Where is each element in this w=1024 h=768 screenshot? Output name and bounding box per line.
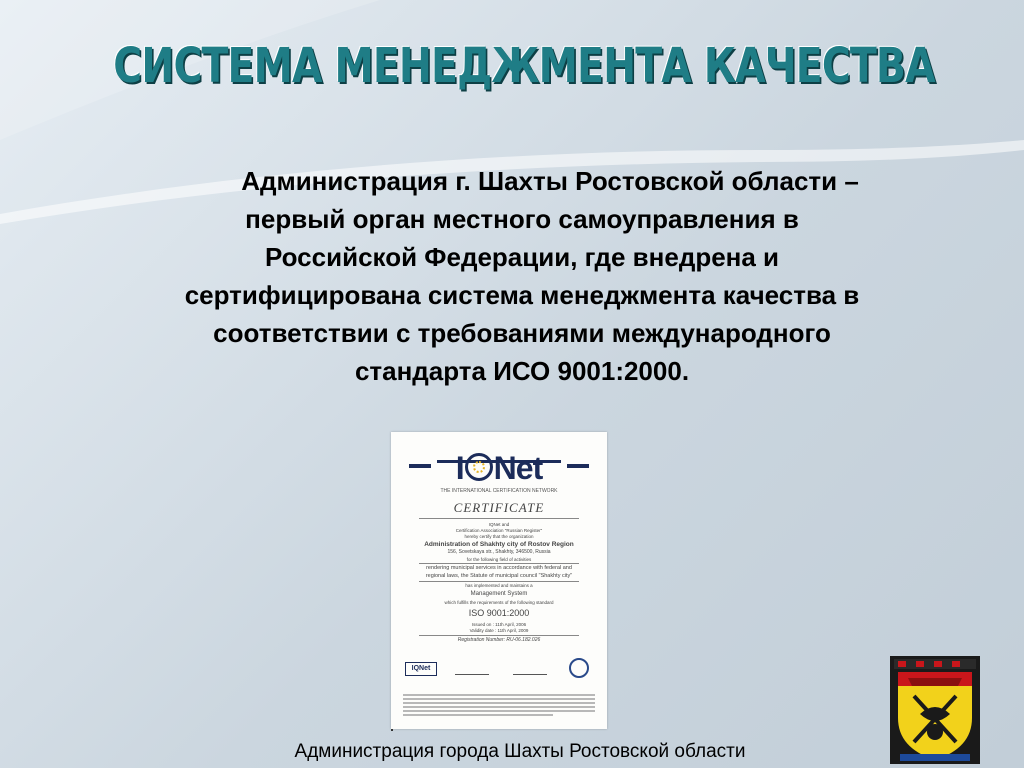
fine-print: [403, 710, 595, 712]
body-line: сертифицирована система менеджмента качества в: [184, 280, 860, 310]
signature-block: [405, 656, 593, 692]
logo-word-net: Net: [493, 450, 543, 486]
body-line: стандарта ИСО 9001:2000.: [354, 356, 690, 386]
cert-system: Management System: [470, 591, 528, 597]
certificate-heading: CERTIFICATE: [453, 500, 545, 515]
cert-registration: Registration Number: RU-06.182.026: [457, 637, 541, 643]
heading-rule: [419, 518, 579, 519]
fine-print: [403, 698, 595, 700]
cert-org-name: Administration of Shakhty city of Rostov Region: [424, 541, 574, 548]
iqnet-mini-logo: IQNet: [405, 662, 437, 676]
cert-standard: ISO 9001:2000: [468, 608, 530, 618]
iso-certificate-image: [391, 432, 607, 729]
fine-print: [403, 706, 595, 708]
image-corner-mark: [391, 729, 393, 731]
logo-dash-left: [409, 464, 431, 468]
fine-print: [403, 694, 595, 696]
cert-line: for the following field of activities: [466, 557, 532, 562]
logo-dash-right: [567, 464, 589, 468]
cert-scope: regional laws, the Statute of municipal council "Shakhty city": [425, 573, 573, 579]
body-line: первый орган местного самоуправления в: [245, 204, 799, 234]
cert-issued: Issued on : 11th April, 2006: [471, 622, 527, 627]
russian-register-seal-icon: [569, 658, 589, 678]
cert-line: Certification Association "Russian Register": [455, 528, 543, 533]
slide-title: СИСТЕМА МЕНЕДЖМЕНТА КАЧЕСТВА: [113, 38, 935, 94]
cert-scope: rendering municipal services in accordance with federal and: [426, 565, 572, 571]
regno-rule: [419, 635, 579, 636]
fine-print: [403, 714, 553, 716]
scope-rule: [419, 581, 579, 582]
signature-director: [513, 660, 547, 675]
shakhty-coat-of-arms-icon: [890, 656, 980, 764]
body-line: соответствии с требованиями международного: [213, 318, 831, 348]
body-paragraph: [108, 162, 936, 390]
eu-stars-icon: [465, 453, 493, 481]
cert-line: IQNet and: [488, 522, 510, 527]
body-line: Администрация г. Шахты Ростовской области –: [241, 166, 859, 196]
cert-validity: Validity date : 11th April, 2009: [469, 628, 529, 633]
logo-letter-i: I: [455, 450, 464, 486]
cert-line: has implemented and maintains a: [465, 583, 533, 588]
cert-line: hereby certify that the organization: [464, 534, 534, 539]
network-tagline: THE INTERNATIONAL CERTIFICATION NETWORK: [440, 488, 558, 494]
iqnet-logo-text: [437, 450, 561, 487]
cert-line: 156, Sovetskaya str., Shakhty, 346500, Russia: [447, 549, 551, 555]
body-line: Российской Федерации, где внедрена и: [264, 242, 780, 272]
scope-rule: [419, 563, 579, 564]
fine-print: [403, 702, 595, 704]
footer-caption: Администрация города Шахты Ростовской области: [294, 741, 746, 762]
signature-president: [455, 660, 489, 675]
iqnet-logo: [391, 450, 607, 484]
cert-line: which fulfills the requirements of the following standard: [444, 600, 554, 605]
